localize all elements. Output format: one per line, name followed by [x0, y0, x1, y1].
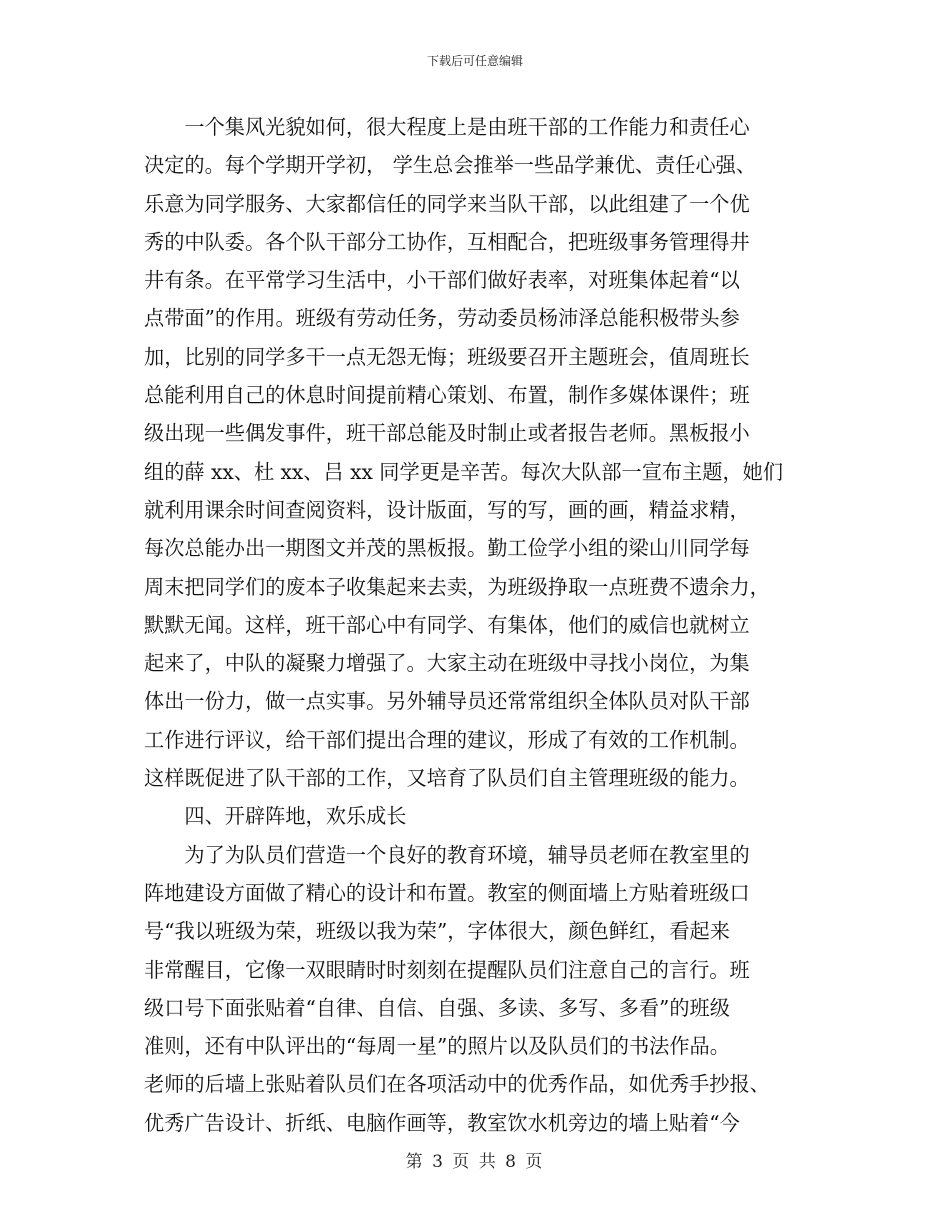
body-line: 起来了，中队的凝聚力增强了。大家主动在班级中寻找小岗位，为集: [144, 651, 750, 676]
body-line: 优秀广告设计、折纸、电脑作画等，教室饮水机旁边的墙上贴着“今: [144, 1110, 740, 1135]
page-header: 下载后可任意编辑: [426, 54, 523, 68]
body-line: 一个集风光貌如何，很大程度上是由班干部的工作能力和责任心: [144, 115, 750, 139]
body-line: 号“我以班级为荣，班级以我为荣”，字体很大，颜色鲜红，看起来: [144, 919, 730, 944]
body-line: 级出现一些偶发事件，班干部总能及时制止或者报告老师。黑板报小: [144, 421, 750, 446]
page-number: 第 3 页 共 8 页: [405, 1152, 545, 1172]
body-line: 井有条。在平常学习生活中，小干部们做好表率，对班集体起着“以: [144, 268, 740, 293]
body-line: 阵地建设方面做了精心的设计和布置。教室的侧面墙上方贴着班级口: [144, 880, 750, 905]
document-body: [144, 108, 809, 1142]
body-line: 每次总能办出一期图文并茂的黑板报。勤工俭学小组的梁山川同学每: [144, 536, 750, 561]
body-line: 组的薛 xx、杜 xx、吕 xx 同学更是辛苦。每次大队部一宣布主题，她们: [144, 459, 784, 484]
body-line: 准则，还有中队评出的“每周一星”的照片以及队员们的书法作品。: [144, 1034, 730, 1059]
body-line: 默默无闻。这样，班干部心中有同学、有集体，他们的威信也就树立: [144, 612, 750, 637]
body-line: 加，比别的同学多干一点无怨无悔；班级要召开主题班会，值周班长: [144, 344, 750, 369]
body-line: 老师的后墙上张贴着队员们在各项活动中的优秀作品，如优秀手抄报、: [144, 1072, 770, 1097]
body-line: 总能利用自己的休息时间提前精心策划、布置，制作多媒体课件；班: [144, 383, 750, 408]
body-line: 这样既促进了队干部的工作，又培育了队员们自主管理班级的能力。: [144, 766, 750, 791]
body-line: 点带面”的作用。班级有劳动任务，劳动委员杨沛泽总能积极带头参: [144, 306, 740, 331]
body-line: 就利用课余时间查阅资料，设计版面，写的写，画的画，精益求精，: [144, 497, 750, 522]
body-line: 级口号下面张贴着“自律、自信、自强、多读、多写、多看”的班级: [144, 995, 730, 1020]
body-line: 秀的中队委。各个队干部分工协作，互相配合，把班级事务管理得井: [144, 229, 750, 254]
body-line: 乐意为同学服务、大家都信任的同学来当队干部，以此组建了一个优: [144, 191, 750, 216]
section-heading: 四、开辟阵地，欢乐成长: [144, 804, 407, 829]
body-line: 工作进行评议，给干部们提出合理的建议，形成了有效的工作机制。: [144, 727, 750, 752]
body-line: 非常醒目，它像一双眼睛时时刻刻在提醒队员们注意自己的言行。班: [144, 957, 750, 982]
body-line: 体出一份力，做一点实事。另外辅导员还常常组织全体队员对队干部: [144, 689, 750, 714]
body-line: 决定的。每个学期开学初， 学生总会推举一些品学兼优、责任心强、: [144, 153, 757, 178]
body-line: 为了为队员们营造一个良好的教育环境，辅导员老师在教室里的: [144, 842, 750, 867]
body-line: 周末把同学们的废本子收集起来去卖，为班级挣取一点班费不遗余力，: [144, 574, 770, 599]
